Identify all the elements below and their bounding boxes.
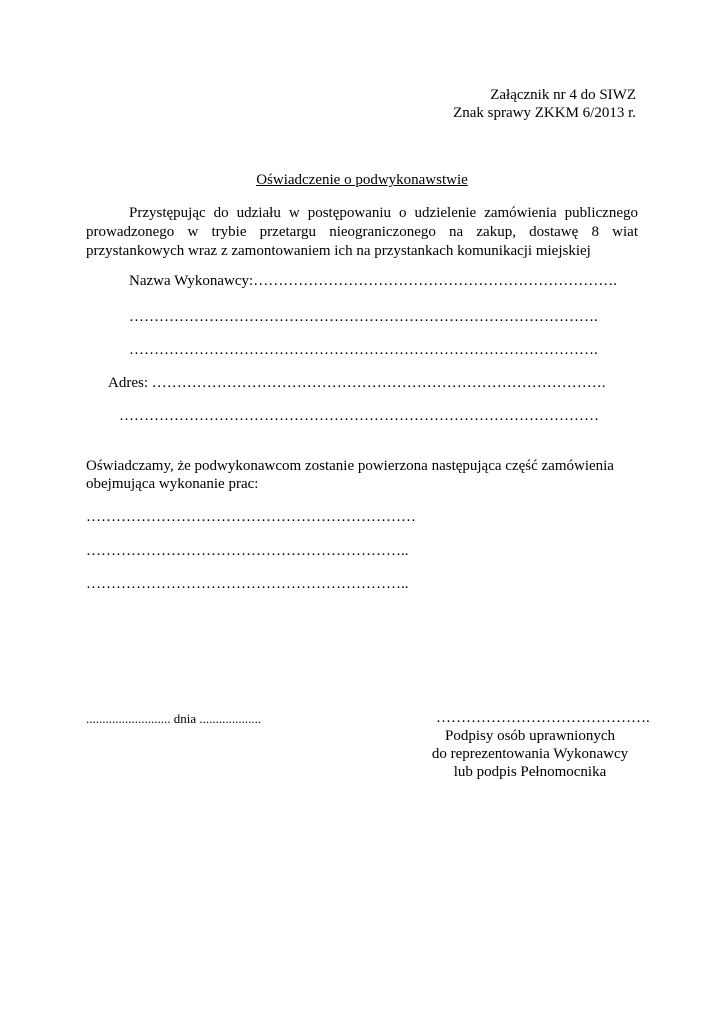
declaration-line-2: obejmująca wykonanie prac: <box>86 476 259 492</box>
address-field[interactable]: ………………………………………………………………………………. <box>151 375 606 391</box>
contractor-name-label: Nazwa Wykonawcy: <box>129 273 254 289</box>
work-line[interactable]: ……………………………………………………….. <box>86 576 409 592</box>
signature-caption-line-2: do reprezentowania Wykonawcy <box>431 746 629 762</box>
address-label: Adres: <box>108 375 152 391</box>
declaration-line-1: Oświadczamy, że podwykonawcom zostanie powierzona następująca część zamówienia <box>86 458 614 474</box>
contractor-name-row <box>129 272 617 290</box>
case-number: Znak sprawy ZKKM 6/2013 r. <box>453 105 636 121</box>
contractor-name-line-3[interactable]: …………………………………………………………………………………. <box>129 342 598 358</box>
place-date-field[interactable]: .......................... dnia ................... <box>86 711 262 726</box>
signature-caption-line-1: Podpisy osób uprawnionych <box>445 728 615 744</box>
contractor-name-field[interactable]: ………………………………………………………………. <box>253 273 617 289</box>
work-line[interactable]: ……………………………………………………….. <box>86 543 409 559</box>
address-row <box>108 374 606 392</box>
signature-caption-line-3: lub podpis Pełnomocnika <box>453 764 607 780</box>
annex-label: Załącznik nr 4 do SIWZ <box>490 87 636 103</box>
document-title: Oświadczenie o podwykonawstwie <box>256 172 468 188</box>
intro-paragraph: Przystępując do udziału w postępowaniu o udzielenie zamówienia publicznego prowadzonego w trybie przetargu nieograniczonego na zakup, dostawę 8 wiat przystankowych wraz z zamontowaniem ich na przystankach komunikacji miejskiej <box>86 205 638 259</box>
signature-field[interactable]: ……………………………………. <box>436 710 650 726</box>
contractor-name-line-2[interactable]: …………………………………………………………………………………. <box>129 309 598 325</box>
address-line-2[interactable]: …………………………………………………………………………………… <box>119 408 599 424</box>
work-line[interactable]: ………………………………………………………… <box>86 509 416 525</box>
